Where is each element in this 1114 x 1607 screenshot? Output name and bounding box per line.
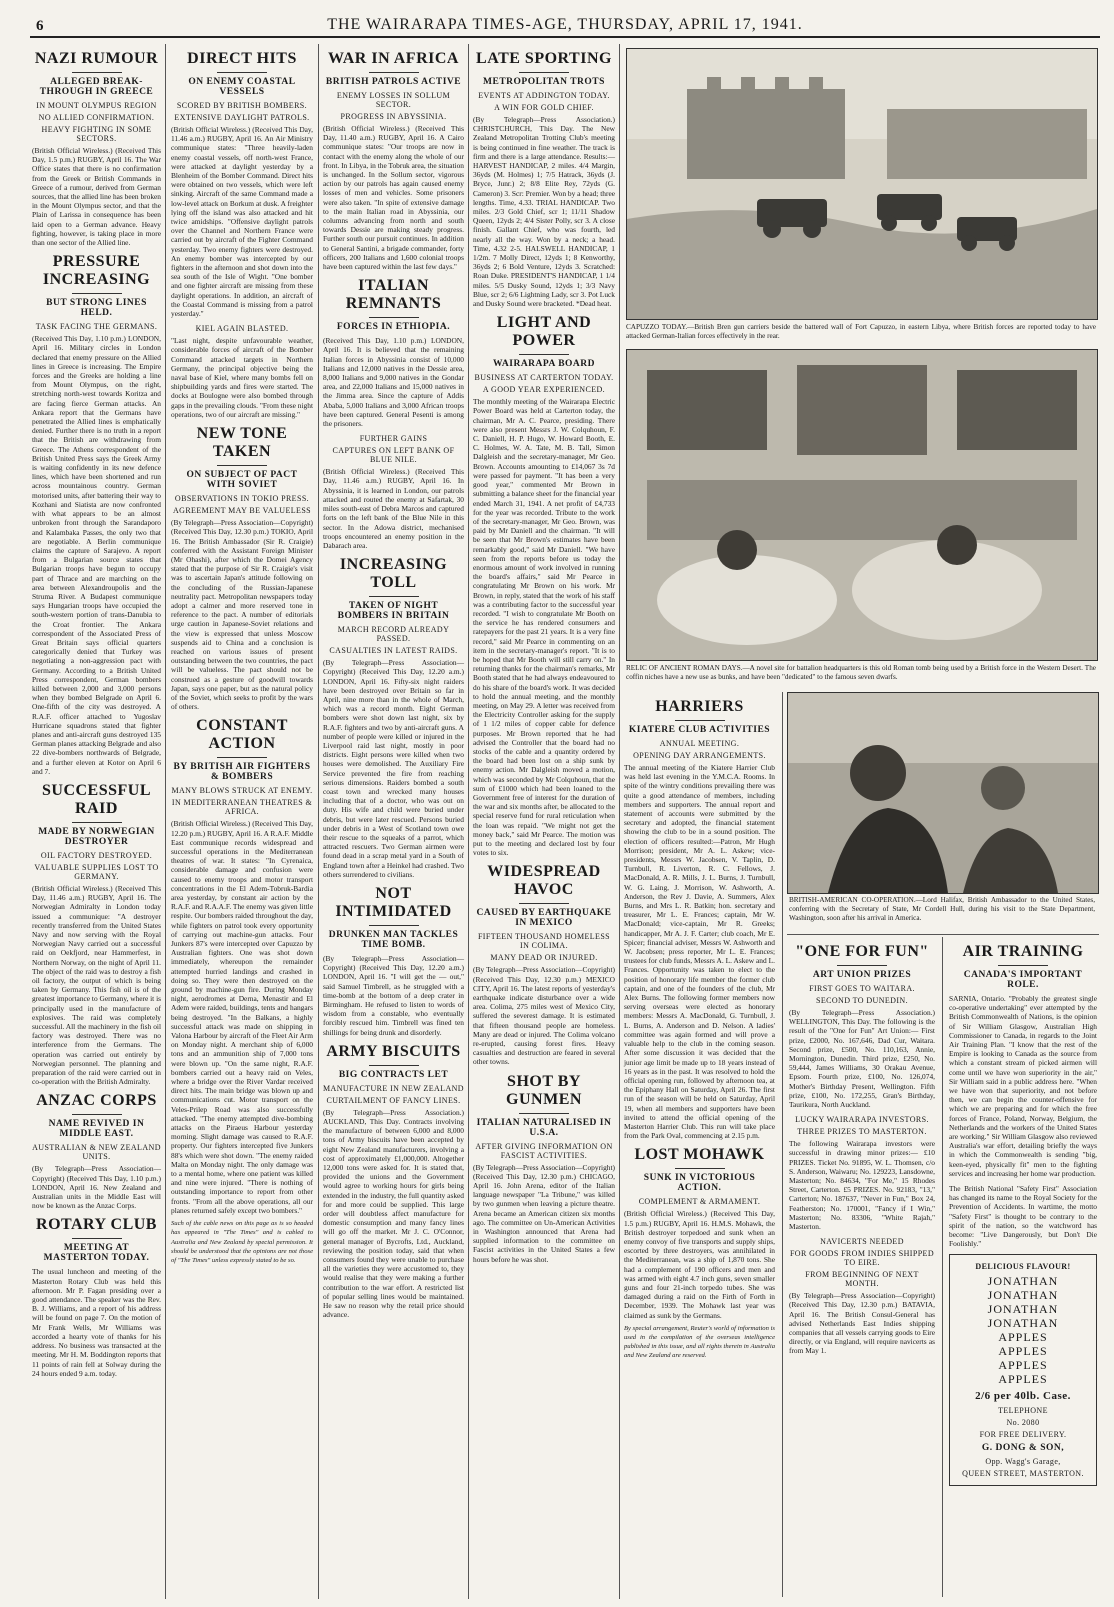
- headline-rule: [369, 317, 419, 318]
- headline-rule: [72, 293, 122, 294]
- column-5: [622, 692, 777, 1597]
- ad-product-line: JONATHAN: [987, 1302, 1059, 1317]
- column-1: [30, 44, 163, 1599]
- article-headline: WAR IN AFRICA: [328, 50, 459, 67]
- article-body: (British Official Wireless.) (Received This Day, 1.5 p.m.) RUGBY, April 16. The War Office states that there is no confirmation from the Greek or British Commands in Greece of a rumour, derived from German sources, that the allied line has been broken in the Mount Olympus sector, and that the Plain of Larissa in consequence has been laid open to a German advance. Heavy fighting, however, is taking place in more than one sector of the Allied line.: [32, 146, 161, 248]
- article-headline: "ONE FOR FUN": [795, 943, 929, 960]
- article: [323, 50, 464, 271]
- right-section: [622, 44, 1100, 1599]
- article-body: (By Telegraph—Press Association—Copyright) (Received This Day, 12.30 p.m.) MEXICO CITY, April 16. The latest reports of yesterday's earthquake indicate disturbance over a wide area. Colima, 275 miles west of Mexico City, suffered the severest damage. It is estimated that fifteen thousand people are homeless. Many are dead or injured. The Colima volcano re-erupted, causing forest fires. Heavy casualties and destruction are feared in several other towns.: [473, 965, 615, 1067]
- article-subheading: PROGRESS IN ABYSSINIA.: [340, 112, 447, 121]
- article: [789, 943, 935, 1109]
- ad-product-line: JONATHAN: [987, 1274, 1059, 1289]
- ad-location: Opp. Wagg's Garage,: [985, 1457, 1061, 1467]
- column-2: [169, 44, 315, 1599]
- article: [32, 1216, 161, 1377]
- article-body: "Last night, despite unfavourable weather, considerable forces of aircraft of the Bomber Command attacked targets in Northern Germany, the principal objective being the naval base of Kiel, where many bombs fell on shipbuilding yards and fires were started. The docks at Boulogne were also bombed through gaps in the prevailing clouds. "From these night operations, two of our aircraft are missing.": [171, 336, 313, 419]
- article-body: (By Telegraph—Press Association.) AUCKLAND, This Day. Contracts involving the manufacture of between 6,000 and 8,000 tons of Army biscuits have been accepted by eight New Zealand manufacturers, involving a cost of approximately £1,000,000. Altogether 12,000 tons were asked for. It is stated that, provided the unions and the Government would agree to working hours for girls being extended in the industry, the full quantity asked for and more could be supplied. This large order will doubtless affect manufacture for domestic consumption and many fancy lines will go off the market. Mr J. C. O'Connor, general manager of Bycrofts, Ltd., Auckland, reviewing the position today, said that when consumers found they were unable to purchase all the varieties they were accustomed to, they would realise that they were making a further contribution to the war effort. A restricted list of popular selling lines would be maintained. He saw no reason why the retail price should advance.: [323, 1107, 464, 1320]
- article-subheading: NAVICERTS NEEDED: [820, 1237, 904, 1247]
- article: [171, 425, 313, 711]
- headline-rule: [519, 354, 569, 355]
- article-headline: PRESSURE INCREASING: [42, 253, 151, 289]
- article-body: The usual luncheon and meeting of the Masterton Rotary Club was held this afternoon. Mr P. Fagan presiding over a good attendance. The speaker was the Rev. B. J. Williams, and a report of his address will be found on page 7. On the motion of Mr Frank Wells, Mr Williams was accorded a hearty vote of thanks for his address. No business was transacted at the meeting. Mr H. M. Boddington reports that 11 points of rain fell at Solway during the 24 hours ended 9 a.m. today.: [32, 1267, 161, 1378]
- photo-roman-tomb: [626, 349, 1098, 661]
- article-body: (By Telegraph—Press Association—Copyright) (Received This Day, 12.30 p.m.) CHICAGO, April 16. John Arena, editor of the Italian language newspaper "La Tribune," was killed by two gunmen when leaving a picture theatre. Arena became an American citizen six months ago. The committee on Un-American Activities in Washington announced that Arena had supplied information to the committee on Fascist activities in the United States a few hours before he was shot.: [473, 1162, 615, 1264]
- section-rule: [787, 934, 1099, 935]
- article-headline: NOT INTIMIDATED: [335, 884, 452, 920]
- article-headline: AIR TRAINING: [962, 943, 1084, 960]
- article-body: The monthly meeting of the Wairarapa Electric Power Board was held at Carterton today, the chairman, Mr A. C. Pearce, presiding. There were also present Messrs J. W. Colquhoun, F. C. Daniell, H. P. Hugo, W. Howard Booth, E. C. Holmes, W. A. Tate, M. B. Tall, Simon Dalgleish and the secretary-manager, Mr Geo. Brown. Accounts amounting to £14,067 3s 7d were passed for payment. "It has been a very good year," commented Mr Brown in submitting a balance sheet for the financial year ended March 31, 1941. A net profit of £4,733 for the year was recorded. Tribute to the work of the secretary-manager, Mr Geo. Brown, was paid by Mr Daniell and the chairman. "It will be seen that Mr Brown's estimates have been remarkably good," said Mr Daniell. "We have seen from the reports before us today the enormous amount of work involved in running the board's affairs," said Mr Pearce in congratulating Mr Brown on his work. Mr Brown, in reply, stated that the work of his staff was a contributing factor to the successful year recorded. "I wish to congratulate Mr Booth on the service he has rendered consumers and ratepayers for the past 21 years. It is a very fine record," said Mr Pearce in commenting on an item in the secretary-manager's report. "It is to be hoped that Mr Booth will still carry on." In returning thanks for the chairman's remarks, Mr Booth stated that he had always endeavoured to do his share of the board's work. It was decided to hold the annual meeting, and the monthly meeting, on May 29. A letter was received from the Electricity Controller asking for the supply of 1 1/2 miles of copper cable for defence purposes. Mr Brown reported that he had advised the Controller that the board had no stocks of the cable and a quantity ordered by the board had been lost on a ship sunk by enemy action. Mr Dalgleish moved a motion, which was seconded by Mr Colquhoun, that the sum of £1000 which had been loaned to the Government free of interest for the duration of the war and six months after, be allocated to the special reserve fund for rural reticulation when the loan was repaid. "We might not get the money back," said Mr Pearce. The motion was put to the meeting and declared lost by four votes to six.: [473, 397, 615, 858]
- article: [171, 50, 313, 318]
- halifax-hull-photo-image: [788, 693, 1098, 893]
- ad-street: QUEEN STREET, MASTERTON.: [962, 1469, 1084, 1479]
- article-subheading: HEAVY FIGHTING IN SOME SECTORS.: [41, 125, 152, 143]
- masthead: [30, 14, 1100, 38]
- article: [789, 1237, 935, 1355]
- article-headline: ITALIAN REMNANTS: [345, 277, 442, 313]
- article-subheading: FORCES IN ETHIOPIA.: [336, 322, 451, 333]
- article-subheading: BUSINESS AT CARTERTON TODAY.: [474, 373, 614, 383]
- article-subheading: CANADA'S IMPORTANT ROLE.: [963, 970, 1083, 990]
- ad-product-line: APPLES: [998, 1372, 1048, 1387]
- ad-telephone-number: No. 2080: [1006, 1418, 1040, 1428]
- headline-rule: [369, 72, 419, 73]
- article-headline: NEW TONE TAKEN: [196, 425, 288, 461]
- headline-rule: [837, 965, 887, 966]
- ad-product-line: JONATHAN: [987, 1316, 1059, 1331]
- article-subheading: CAUSED BY EARTHQUAKE IN MEXICO: [476, 908, 612, 929]
- article-subheading: IN MOUNT OLYMPUS REGION: [36, 101, 157, 110]
- article-headline: DIRECT HITS: [187, 50, 297, 67]
- article-subheading: CAPTURES ON LEFT BANK OF BLUE NILE.: [332, 446, 455, 465]
- article-subheading: ON SUBJECT OF PACT WITH SOVIET: [186, 470, 298, 491]
- article: [32, 1092, 161, 1210]
- article-subheading: FIFTEEN THOUSAND HOMELESS IN COLIMA.: [477, 932, 611, 951]
- article-subheading: ALLEGED BREAK-THROUGH IN GREECE: [39, 77, 154, 97]
- article: [323, 556, 464, 879]
- article: [323, 1043, 464, 1320]
- article-subheading: A WIN FOR GOLD CHIEF.: [494, 103, 594, 112]
- article-body: (Received This Day, 1.10 p.m.) LONDON, April 16. Military circles in London declared that enemy pressure on the Allied lines in Greece is increasing. The Empire forces and the Greeks are holding a line from Mount Olympus, on the right, stretching north-west towards Koritza and are facing fierce German attacks. An Ankara report that the Germans have penetrated the Allied lines is emphatically denied. Further there is no truth in a report that the British are withdrawing from Greece. The Athens correspondent of the British United Press says the Greek Army is waiting confidently in its new defence lines, which have been shortened and run across mountainous country. German motorised units, after battering their way to Kozhani and Siatista are now confronted with what appears to be an almost unbroken front through the Sarandaporo and Kalambaka Passes, the only two that are negotiable. A Berlin communique claims the capture of Sarajevo. A report from a Bulgarian source states that Bulgarian troops have begun to occupy part of Thrace and are marching on the area between Alexandroupolis and the Struma River. A Budapest communique says Hungarian troops have occupied the south-western portion of trans-Danubia to the Croat frontier. The Ankara correspondent of the Associated Press of Great Britain says official quarters categorically denied that Turkey was negotiating a non-aggression pact with Germany. According to a British United Press correspondent, German bombers killed between 2,000 and 3,000 persons when they bombed Belgrade on April 6. One-fifth of the city was destroyed. A R.A.F. officer attached to Yugoslav Hurricane squadrons stated that fighter planes and anti-aircraft guns destroyed 135 German planes attacking Belgrade and also 22 dive-bombers northwards of Belgrade, and a further eleven at Kotor on April 6 and 7.: [32, 334, 161, 776]
- ad-product-line: JONATHAN: [987, 1288, 1059, 1303]
- article-body: (British Official Wireless.) (Received This Day, 11.46 a.m.) RUGBY, April 16. An Air Ministry communique states: "Three heavily-laden enemy coastal vessels, off north-west France, were attacked at daylight yesterday by a Blenheim of the Bomber Command. Direct hits were obtained on two vessels, which were left sinking. Aircraft of the same Command made a low-level attack on Borkum at dusk. A freighter lying off the island was also attacked and hit twice amidships. "Offensive daylight patrols over the Channel and Northern France were carried out by aircraft of the Fighter Command yesterday. Two enemy fighters were destroyed. An enemy bomber was intercepted by our fighters in the afternoon and shot down into the sea south of the Isle of Wight. "One bomber and one fighter aircraft are missing from these daylight operations. In addition, an aircraft of the Coastal Command is missing from a patrol yesterday.": [171, 125, 313, 319]
- ad-product-line: APPLES: [998, 1344, 1048, 1359]
- article: [473, 1073, 615, 1264]
- article: [171, 324, 313, 419]
- article-subheading: ANNUAL MEETING.: [659, 739, 740, 748]
- article: [32, 253, 161, 776]
- article-body: (By Telegraph—Press Association—Copyright) (Received This Day, 12.20 a.m.) LONDON, April 16. Fifty-six night raiders have been destroyed over Britain so far in April, nine more than in the whole of March, which was a record month. Eight German bombers were shot down last night, six by R.A.F. fighters and two by anti-aircraft guns. A number of people were killed or injured in the Liverpool raid last night, mostly in poor districts. Eight persons were killed when two houses were demolished. The Auxiliary Fire Service prevented the fire from reaching serious dimensions. Raiders bombed a south coast town and wrecked many houses including that of a doctor, who was out on duty. His wife and child were buried under debris, but were later rescued. Persons buried under debris in a West of Scotland town owe their rescue to the squeaks of a parrot, which attracted rescuers. Two German airmen were found dead in a scrap metal yard in a South of England town after a Heinkel had crashed. Two others surrendered to civilians.: [323, 658, 464, 879]
- headline-rule: [72, 1238, 122, 1239]
- article-subheading: NAME REVIVED IN MIDDLE EAST.: [48, 1119, 145, 1140]
- article-subheading: METROPOLITAN TROTS: [483, 77, 605, 87]
- column-rule: [942, 937, 943, 1597]
- headline-rule: [519, 1113, 569, 1114]
- article-subheading: MADE BY NORWEGIAN DESTROYER: [38, 826, 155, 847]
- headline-rule: [369, 596, 419, 597]
- article-subheading: MANY BLOWS STRUCK AT ENEMY.: [171, 786, 313, 796]
- article-subheading: TASK FACING THE GERMANS.: [35, 322, 158, 332]
- article: [323, 885, 464, 1037]
- caption-block: [787, 896, 1097, 923]
- article-subheading: OIL FACTORY DESTROYED.: [40, 850, 153, 860]
- headline-rule: [72, 822, 122, 823]
- article-subheading: CASUALTIES IN LATEST RAIDS.: [329, 646, 458, 656]
- column-rule: [782, 692, 783, 1597]
- article-subheading: KIEL AGAIN BLASTED.: [195, 324, 289, 334]
- article-subheading: BIG CONTRACTS LET: [338, 1069, 449, 1080]
- photo-halifax-hull: [787, 692, 1099, 894]
- ad-product-line: APPLES: [998, 1330, 1048, 1345]
- article-subheading: MEETING AT MASTERTON TODAY.: [43, 1243, 150, 1264]
- article-subheading: COMPLEMENT & ARMAMENT.: [638, 1197, 761, 1207]
- column-3: [321, 44, 466, 1599]
- headline-rule: [675, 1168, 725, 1169]
- column-7: [947, 937, 1099, 1597]
- article-body: (British Official Wireless.) (Received This Day, 1.5 p.m.) RUGBY, April 16. H.M.S. Mohawk, the British destroyer torpedoed and sunk when an enemy convoy of five transports and supply ships, escorted by three destroyers, was annihilated in the Mediterranean, was a ship of 1,870 tons. She had a complement of 190 officers and men and was armed with eight 4.7 inch guns, seven smaller guns and four 21-inch torpedo tubes. She was damaged during a raid on the Firth of Forth in December, 1939. The Mohawk last year was claimed as sunk by the Germans.: [624, 1209, 775, 1320]
- article-headline: WIDESPREAD HAVOC: [487, 863, 601, 899]
- article-subheading: AGREEMENT MAY BE VALUELESS: [172, 506, 312, 516]
- column-4: [471, 44, 617, 1599]
- article-body: (British Official Wireless.) (Received This Day, 11.46 a.m.) RUGBY, April 16. In Abyssinia, it is learned in London, our patrols attacked and routed the enemy at Safartak, 30 miles south-east of Debra Marcos and captured forts on the left bank of the Blue Nile in this sector. In the Adowa district, mechanised troops encountered an enemy position in the Dabarach area.: [323, 467, 464, 550]
- article-subheading: OPENING DAY ARRANGEMENTS.: [633, 751, 766, 760]
- article-subheading: ENEMY LOSSES IN SOLLUM SECTOR.: [336, 91, 451, 109]
- article-body: (Received This Day, 1.10 p.m.) LONDON, April 16. It is believed that the remaining Italian forces in Abyssinia consist of 10,000 Italians and 12,000 natives in the Dessie area, 8,000 Italians and 9,000 natives in the Gondar area, and 22,000 Italians and 15,000 natives in the Jimma area. Since the capture of Addis Ababa, 5,000 Italians and 3,000 African troops have been captured. General Pesenti is among the prisoners.: [323, 336, 464, 429]
- article: [789, 1115, 935, 1231]
- headline-rule: [72, 72, 122, 73]
- article-subheading: CURTAILMENT OF FANCY LINES.: [326, 1095, 461, 1105]
- article-subheading: DRUNKEN MAN TACKLES TIME BOMB.: [328, 929, 459, 950]
- article-subheading: FROM BEGINNING OF NEXT MONTH.: [805, 1270, 919, 1289]
- article: [473, 314, 615, 857]
- article-body: (By Telegraph—Press Association—Copyright) (Received This Day, 12.30 p.m.) BATAVIA, April 16. The British Consul-General has advised Netherlands East Indies shipping companies that all vessels carrying goods to Eire directly, or via England, will require navicerts as from May 1.: [789, 1291, 935, 1356]
- article-body: SARNIA, Ontario. "Probably the greatest single co-operative undertaking" ever attempted by the British Commonwealth of Nations, is the opinion of Sir William Glasgow, Australian High Commissioner to Canada, in regards to the Joint Air Training Plan. "I know that the rest of the Empire is looking to Canada as the source from which a constant stream of picked airmen will come until we have won superiority in the air," Sir William said in a public address here. "When we have won that superiority, and not before then, we can begin the counter-offensive for which we are preparing and for which the free forces of France, Poland, Norway, Belgium, the Netherlands and the workers of the United States are working." Sir William Glasgow also reviewed Australia's war effort, detailing briefly the ways in which the Commonwealth is sending "big, keen-eyed, physically fit" men to the fighting services and increasing her home war production.: [949, 994, 1097, 1178]
- headline-rule: [369, 925, 419, 926]
- photo-caption: RELIC OF ANCIENT ROMAN DAYS.—A novel site for battalion headquarters is this old Roman tomb being used by a British force in the Western Desert. The coffin niches have a new use as bunks, and have been "dedicated" to the famous seven dwarfs.: [626, 664, 1096, 681]
- page-number: 6: [36, 18, 44, 34]
- article-subheading: AFTER GIVING INFORMATION ON FASCIST ACTIVITIES.: [475, 1141, 613, 1160]
- article-subheading: MANUFACTURE IN NEW ZEALAND: [323, 1083, 464, 1093]
- article: [32, 782, 161, 1086]
- article-headline: CONSTANT ACTION: [196, 717, 288, 753]
- ad-delivery: FOR FREE DELIVERY.: [979, 1430, 1067, 1440]
- article-subheading: LUCKY WAIRARAPA INVESTORS.: [795, 1115, 929, 1125]
- article-subheading: ART UNION PRIZES: [812, 970, 912, 980]
- article: [171, 717, 313, 1265]
- column-rule: [619, 44, 620, 1599]
- headline-rule: [675, 720, 725, 721]
- article-body: (By Telegraph—Press Association.) CHRISTCHURCH, This Day. The New Zealand Metropolitan Trotting Club's meeting is being continued in fine weather. The track is firm and there is a large attendance. Results:— HARVEST HANDICAP, 2 miles. 4/4 Margin, 36yds (M. Holmes) 1; 7/5 Hatrack, 36yds (J. Bryce, Junr.) 2; 8/8 Elite Rey, 72yds (G. Cameron) 3. Scr: Premier. Won by a head; three lengths. Time, 4.33. TRIAL HANDICAP. Two miles. 2/3 Gold Chief, scr 1; 11/11 Shadow Queen, 12yds 2; 4/4 Sister Polly, scr 3. A close finish. Gallant Chief, who was fourth, led nearly all the way. Won by a neck; a head. Time, 4.32 2-5. HALSWELL HANDICAP, 1 1/2m. 7 Molly Direct, 12yds 1; 8 Kenworthy, 36yds 2; 6 Bold Venture, 12yds 3. Scratched: Roan Duke. PRESIDENT'S HANDICAP, 1 1/4 miles. 5/5 Dusky Sound, 12yds 1; 3/3 Navy Blue, scr 2; 6/6 Lightning Lady, scr 3. Pot Luck and Dusky Sound were bracketed. *Dead heat.: [473, 115, 615, 309]
- article: [32, 50, 161, 247]
- article-subheading: OBSERVATIONS IN TOKIO PRESS.: [174, 494, 310, 504]
- ad-product-line: APPLES: [998, 1358, 1048, 1373]
- photo-caption: CAPUZZO TODAY.—British Bren gun carriers beside the battered wall of Fort Capuzzo, in eastern Libya, where British forces are reported today to have attacked German-Italian forces effectively in the rear.: [626, 323, 1096, 340]
- article-headline: ANZAC CORPS: [36, 1092, 157, 1110]
- article-headline: HARRIERS: [655, 698, 744, 715]
- photo-capuzzo: [626, 48, 1098, 320]
- article-subheading: A GOOD YEAR EXPERIENCED.: [482, 385, 606, 395]
- article-body: (By Telegraph—Press Association—Copyright) (Received This Day, 12.20 a.m.) LONDON, April 16. "I will get the — out," said Samuel Timbrell, as he struggled with a time-bomb at the bottom of a deep crater in Birmingham. He refused to listen to words of wisdom from a constable, who eventually forcibly rescued him. Timbrell was fined ten shillings for being drunk and disorderly.: [323, 953, 464, 1037]
- article-subheading: BUT STRONG LINES HELD.: [46, 298, 147, 319]
- article-subheading: SCORED BY BRITISH BOMBERS.: [176, 101, 308, 110]
- article-headline: SHOT BY GUNMEN: [506, 1072, 582, 1108]
- headline-rule: [217, 72, 267, 73]
- article-body: The British National "Safety First" Association has changed its name to the Royal Society for the Prevention of Accidents. In wartime, the motto "Safety First" is thought to be contrary to the spirit of the nation, so the watchword has become: "Live Dangerously, but Don't Die Foolishly.": [949, 1184, 1097, 1249]
- article-subheading: MANY DEAD OR INJURED.: [490, 953, 598, 963]
- ad-headline: DELICIOUS FLAVOUR!: [975, 1262, 1071, 1272]
- article-subheading: EVENTS AT ADDINGTON TODAY.: [478, 91, 610, 100]
- article-note: Such of the cable news on this page as is so headed has appeared in "The Times" and is cabled to Australia and New Zealand by special permission. It should be understood that the opinions are not those of "The Times" unless expressly stated to be so.: [171, 1220, 313, 1264]
- article-headline: ROTARY CLUB: [36, 1216, 157, 1234]
- article-subheading: EXTENSIVE DAYLIGHT PATROLS.: [174, 113, 310, 122]
- article-subheading: THREE PRIZES TO MASTERTON.: [797, 1127, 927, 1137]
- column-rule: [468, 44, 469, 1599]
- article-headline: NAZI RUMOUR: [34, 50, 159, 67]
- article-subheading: SUNK IN VICTORIOUS ACTION.: [643, 1173, 756, 1194]
- article-subheading: MARCH RECORD ALREADY PASSED.: [337, 625, 450, 644]
- article-subheading: ON ENEMY COASTAL VESSELS: [188, 77, 296, 97]
- headline-rule: [519, 72, 569, 73]
- article-note: By special arrangement, Reuter's world of information is used in the compilation of the overseas intelligence published in this issue, and all rights therein in Australia and New Zealand are reserved.: [624, 1324, 775, 1360]
- headline-rule: [217, 465, 267, 466]
- article: [473, 863, 615, 1066]
- article: [323, 277, 464, 428]
- article-subheading: NO ALLIED CONFIRMATION.: [38, 113, 155, 122]
- article-body: The following Wairarapa investors were successful in drawing minor prizes:— £10 PRIZES. Ticket No. 91895, W. L. Thomsen, c/o S. Anderson, Waiwaru; No. 129223, Lansdowne, Masterton; No. 84634, "For Me," 15 Rhodes Street, Carterton. £5 PRIZES. No. 92183, "13," Carterton; No. 187637, "Never in Fun," Box 24, Featherston; No. 170001, "Fancy if I Win," Masterton; No. 83306, "White Rajah," Masterton.: [789, 1139, 935, 1232]
- article: [473, 50, 615, 308]
- headline-rule: [217, 757, 267, 758]
- article-subheading: ITALIAN NATURALISED IN U.S.A.: [476, 1117, 612, 1138]
- photo-caption: BRITISH-AMERICAN CO-OPERATION.—Lord Halifax, British Ambassador to the United States, conferring with the Secretary of State, Mr Cordell Hull, during his visit to the State Department, Washington, soon after his arrival in America.: [789, 896, 1095, 922]
- article-body: (By Telegraph—Press Association.) WELLINGTON, This Day. The following is the result of the "One for Fun" Art Union:— First prize, £2000, No. 167,646, Dad Cur, Waitara. Second prize, £500, No. 110,163, Annie, Mornington, Dunedin. Third prize, £250, No. 59,444, James Williams, 30 Orakau Avenue, Epsom. Fourth prize, £100, No. 126,074, Mother's Birthday Present, Wellington. Fifth prize, £100, No. 172,255, Gran's Birthday, Taurikura, North Auckland.: [789, 1008, 935, 1110]
- ad-price: 2/6 per 40lb. Case.: [975, 1390, 1071, 1403]
- roman-tomb-photo-image: [627, 350, 1097, 660]
- article: [624, 698, 775, 1140]
- column-6: [787, 937, 937, 1597]
- article: [949, 1184, 1097, 1248]
- article-body: (British Official Wireless.) (Received This Day, 11.40 a.m.) RUGBY, April 16. A Cairo communique states: "Our troops are now in contact with the enemy along the whole of our front. In Libya, in the Tobruk area, the situation is unchanged. In the Sollum sector, vigorous action by our patrols has again caused enemy losses of men and vehicles. Some prisoners were also taken. "In spite of extensive damage to the main Italian road in Abyssinia, our columns advancing from north and south towards Dessie are making steady progress. Further south our pursuit continues. In addition to General Santini, a brigade commander, forty officers, 200 Italians and 1,600 colonial troops have been captured within the last few days.": [323, 124, 464, 272]
- article: [323, 434, 464, 550]
- article-subheading: IN MEDITERRANEAN THEATRES & AFRICA.: [171, 798, 313, 817]
- article-subheading: TAKEN OF NIGHT BOMBERS IN BRITAIN: [337, 601, 450, 622]
- article-headline: LATE SPORTING: [476, 50, 612, 67]
- article-subheading: AUSTRALIAN & NEW ZEALAND UNITS.: [32, 1143, 161, 1162]
- headline-rule: [369, 1065, 419, 1066]
- article-headline: INCREASING TOLL: [339, 556, 448, 592]
- article-headline: LOST MOHAWK: [634, 1146, 765, 1164]
- article-headline: LIGHT AND POWER: [496, 314, 592, 350]
- article-subheading: BRITISH PATROLS ACTIVE: [325, 77, 462, 87]
- article: [624, 1146, 775, 1360]
- article-subheading: BY BRITISH AIR FIGHTERS & BOMBERS: [173, 762, 311, 783]
- article-subheading: FIRST GOES TO WAITARA.: [809, 984, 915, 993]
- article-subheading: VALUABLE SUPPLIES LOST TO GERMANY.: [34, 862, 159, 881]
- headline-rule: [72, 1114, 122, 1115]
- article-subheading: FOR GOODS FROM INDIES SHIPPED TO EIRE.: [789, 1249, 935, 1268]
- apples-advertisement: [949, 1254, 1097, 1486]
- column-rule: [318, 44, 319, 1599]
- article-subheading: FURTHER GAINS: [359, 434, 428, 444]
- article-body: The annual meeting of the Kiatere Harrier Club was held last evening in the Y.M.C.A. Rooms. In spite of the wintry conditions prevailing there was quite a good attendance of members, including members and supporters. The annual report and statement of accounts were submitted by the secretary and adopted, the financial statement showing the club to be in a sound position. The election of officers resulted:—Patron, Mr Hugh Morrison; president, Mr A. L. Askew; vice-presidents, Messrs W. Jacobsen, V. Taplin, D. Turnbull, R. Liverton, R. C. Fellows, J. MacDonald, A. R. Mills, J. L. Burns, J. Turnbull, W. G. Laing, J. Morrison, W. Ashworth, A. Anderson, the Rev J. Davie, A. Summers, Alex Burns, and Mrs L. R. Batkin; hon. secretary and treasurer, Mr L. E. Frances; captain, Mr W. MacDonald; vice-captain, Mr R. Greeks; handicapper, Mr A. J. F. Carter; club coach, Mr E. Spicer; financial adviser, Messrs W. Ashworth and W. Jacobsen; press reporter, Mr L. E. Frances; trustees for club funds, Messrs A. L. Askew and L. Frances. Opportunity was taken to elect to the position of honorary life member the former club captain, and one of the founders of the club, Mr Alex Burns. The following former members now serving overseas were elected as honorary members: Messrs A. MacDonald, G. Turnbull, J. L. Burns, A. Anderson and D. Nelson. A ladies' committee was again formed and will prove a valuable help to the club in the coming season. After some discussion it was decided that the junior age limit be made up to 18 years instead of 16 years as in the past. It was resolved to hold the official opening run, followed by afternoon tea, at the Epiphany Hall on Saturday, April 26. The first run of the season will be held on Saturday, April 19, when all members and supporters have been invited to attend the official opening of the Masterton Harrier Club. This run will take place from the Park Oval, commencing at 2.15 p.m.: [624, 763, 775, 1141]
- article-subheading: WAIRARAPA BOARD: [492, 359, 596, 370]
- headline-rule: [519, 903, 569, 904]
- ad-telephone-label: TELEPHONE: [998, 1406, 1048, 1416]
- article: [949, 943, 1097, 1178]
- article-headline: SUCCESSFUL RAID: [41, 781, 152, 817]
- article-body: (British Official Wireless.) (Received This Day, 12.20 p.m.) RUGBY, April 16. A R.A.F. Middle East communique records widespread and successful operations in the Mediterranean theatres of war. It states: "In Cyrenaica, considerable damage and confusion were caused to enemy troops and motor transport concentrations in the El Adem-Tobruk-Bardia area yesterday, by constant air action by the R.A.F. and R.A.A.F. The enemy was given little respite. Our bombers raided throughout the day, while fighters on patrol took every opportunity of carrying out machine-gun attacks. Four Junkers 87's were intercepted over Capuzzo by Australian fighters. One was shot down immediately, whereupon the remainder attempted hurried landings and crashed in doing so. They were then destroyed on the ground by machine-gun fire. During Monday night, aerodromes at Derna, Menastir and El Adem were raided, buildings, tents and hangars being destroyed. "In the Balkans, a highly successful attack was made on shipping in Valona Harbour by aircraft of the Fleet Air Arm on Monday night. A merchant ship of 6,000 tons and an ammunition ship of 7,000 tons were blown up. "On the same night, R.A.F. bombers carried out a heavy raid on Veles, where a bridge over the River Vardar received direct hits. The main bridge was blown up and communications cut. Motor transport on the Veles-Prilep Road was also successfully attacked. "The enemy attempted dive-bombing attacks on the Piraeus Harbour yesterday morning. Slight damage was caused to R.A.F. property. Our fighters intercepted five Junkers 88's which were shot down. "The enemy raided Malta on Monday night. The only damage was to a mental home, where one patient was killed and nine were injured. "There is nothing of outstanding importance to report from other fronts. "From all the above operations, all our planes returned safely except two bombers.": [171, 819, 313, 1215]
- article-subheading: KIATERE CLUB ACTIVITIES: [628, 725, 771, 735]
- newspaper-title: THE WAIRARAPA TIMES-AGE, THURSDAY, APRIL 17, 1941.: [327, 16, 803, 33]
- capuzzo-photo-image: [627, 49, 1097, 319]
- article-body: (British Official Wireless.) (Received This Day, 11.46 a.m.) RUGBY, April 16. The Norwegian Admiralty in London today issued a communique: "A destroyer recently transferred from the United States Navy and now serving with the Royal Norwegian Navy carried out a successful raid on Oekfjord, near Hammerfest, in Northern Norway, on the night of April 11. The object of the raid was to destroy a fish oil factory, the output of which is being taken by Germany. This fish oil is of the greatest importance to Germany, where it is principally used in the manufacture of explosives. The raid was completely successful. All the machinery in the fish oil factory was destroyed. There was no interference from the Germans. The operation was carried out entirely by Norwegian personnel. The planning and preparation of the raid were carried out in co-operation with the British Admiralty.: [32, 883, 162, 1087]
- headline-rule: [998, 965, 1048, 966]
- article-headline: ARMY BISCUITS: [326, 1042, 461, 1060]
- article-body: (By Telegraph—Press Association—Copyright) (Received This Day, 1.10 p.m.) LONDON, April 16. New Zealand and Australian units in the Middle East will now be known as the Anzac Corps.: [32, 1164, 161, 1211]
- article-body: (By Telegraph—Press Association—Copyright) (Received This Day, 12.30 p.m.) TOKIO, April 16. The British Ambassador (Sir R. Craigie) conferred with the Assistant Foreign Minister (Mr Ohashi), after which the Domei Agency stated that the purpose of Sir R. Craigie's visit was to ascertain Japan's attitude following on the concluding of the Russian-Japanese neutrality pact. Metropolitan newspapers today adopt a calmer and more reserved tone in reference to the pact. A number of editorials urge caution in Japanese-Soviet relations and the view is expressed that unless Moscow suspends aid to China and a conclusion is reached on various issues of present outstanding between the two countries, the pact will be valueless. The pact should not be construed as a gesture of goodwill towards Japan, says one paper, but as the natural policy of the Soviet, which seeks to profit by the wars of others.: [171, 518, 313, 712]
- ad-firm-name: G. DONG & SON,: [981, 1443, 1065, 1454]
- column-rule: [165, 44, 166, 1599]
- article-subheading: SECOND TO DUNEDIN.: [815, 996, 909, 1005]
